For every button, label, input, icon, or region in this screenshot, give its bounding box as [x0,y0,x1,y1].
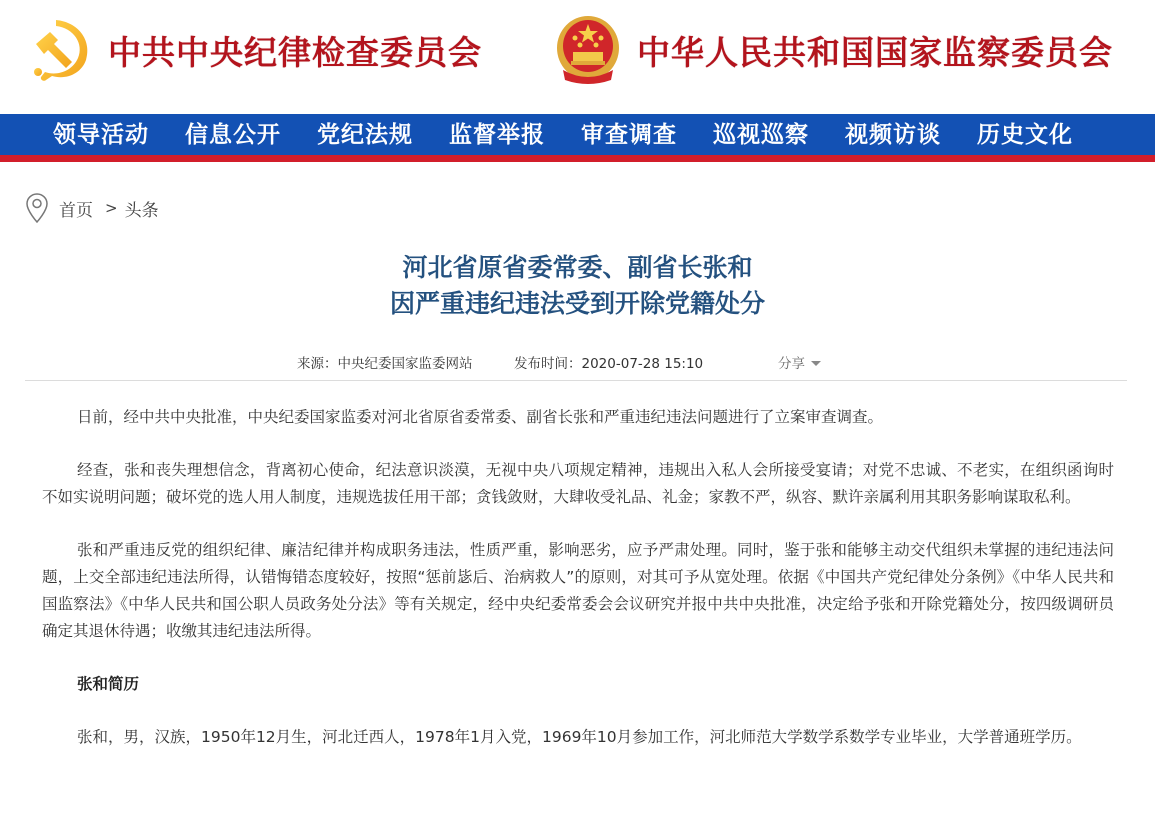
nav-item-investigation[interactable]: 审查调查 [581,121,677,148]
paragraph-intro: 日前，经中共中央批准，中央纪委国家监委对河北省原省委常委、副省长张和严重违纪违法问题进行了立案审查调查。 [77,408,884,426]
chevron-down-icon [811,361,821,366]
paragraph-resume: 张和，男，汉族，1950年12月生，河北迁西人，1978年1月入党，1969年10月参加工作，河北师范大学数学系数学专业毕业，大学普通班学历。 [77,728,1082,746]
paragraph-findings: 经查，张和丧失理想信念，背离初心使命，纪法意识淡漠，无视中央八项规定精神，违规出入私人会所接受宴请；对党不忠诚、不老实，在组织函询时不如实说明问题；破坏党的选人用人制度，违规选拔任用干部；贪钱敛财，大肆收受礼品、礼金；家教不严，纵容、默许亲属利用其职务影响谋取私利。 [42,461,1114,506]
article-source: 来源：中央纪委国家监委网站 [297,356,473,372]
meta-divider [25,380,1127,381]
breadcrumb-separator: > [105,199,118,217]
ccdi-title: 中共中央纪律检查委员会 [108,32,482,72]
nav-item-report[interactable]: 监督举报 [449,121,545,148]
site-header [0,0,1155,114]
nav-item-regulations[interactable]: 党纪法规 [317,121,413,148]
paragraph-decision: 张和严重违反党的组织纪律、廉洁纪律并构成职务违法，性质严重，影响恶劣，应予严肃处理。同时，鉴于张和能够主动交代组织未掌握的违纪违法问题，上交全部违纪违法所得，认错悔错态度较好，按照“惩前毖后、治病救人”的原则，对其可予从宽处理。依据《中国共产党纪律处分条例》《中华人民共和国监察法》《中华人民共和国公职人员政务处分法》等有关规定，经中央纪委常委会会议研究并报中共中央批准，决定给予张和开除党籍处分，按四级调研员确定其退休待遇；收缴其违纪违法所得。 [42,541,1114,640]
main-nav [0,114,1155,155]
breadcrumb-home[interactable]: 首页 [59,200,93,221]
nav-item-info-public[interactable]: 信息公开 [185,121,281,148]
party-emblem-icon [26,14,96,86]
breadcrumb-current[interactable]: 头条 [124,200,159,221]
nav-item-video[interactable]: 视频访谈 [845,121,941,148]
national-emblem-icon [553,14,623,86]
article-title-line1: 河北省原省委常委、副省长张和 [402,253,753,282]
breadcrumb [25,192,159,224]
share-label: 分享 [778,356,805,372]
share-button[interactable] [778,352,821,372]
nav-item-inspection[interactable]: 巡视巡察 [713,121,809,148]
location-pin-icon [25,192,49,224]
nsc-title: 中华人民共和国国家监察委员会 [637,32,1113,72]
article-title-line2: 因严重违纪违法受到开除党籍处分 [389,289,765,318]
article-title [0,250,1155,322]
nav-item-leadership[interactable]: 领导活动 [53,121,149,148]
ccdi-brand[interactable] [26,14,482,86]
nsc-brand[interactable] [553,14,1113,86]
article-publish-time: 发布时间：2020-07-28 15:10 [514,356,704,372]
resume-heading: 张和简历 [77,675,140,693]
nav-item-history[interactable]: 历史文化 [977,121,1073,148]
article-body [42,404,1114,777]
nav-stripe [0,155,1155,162]
